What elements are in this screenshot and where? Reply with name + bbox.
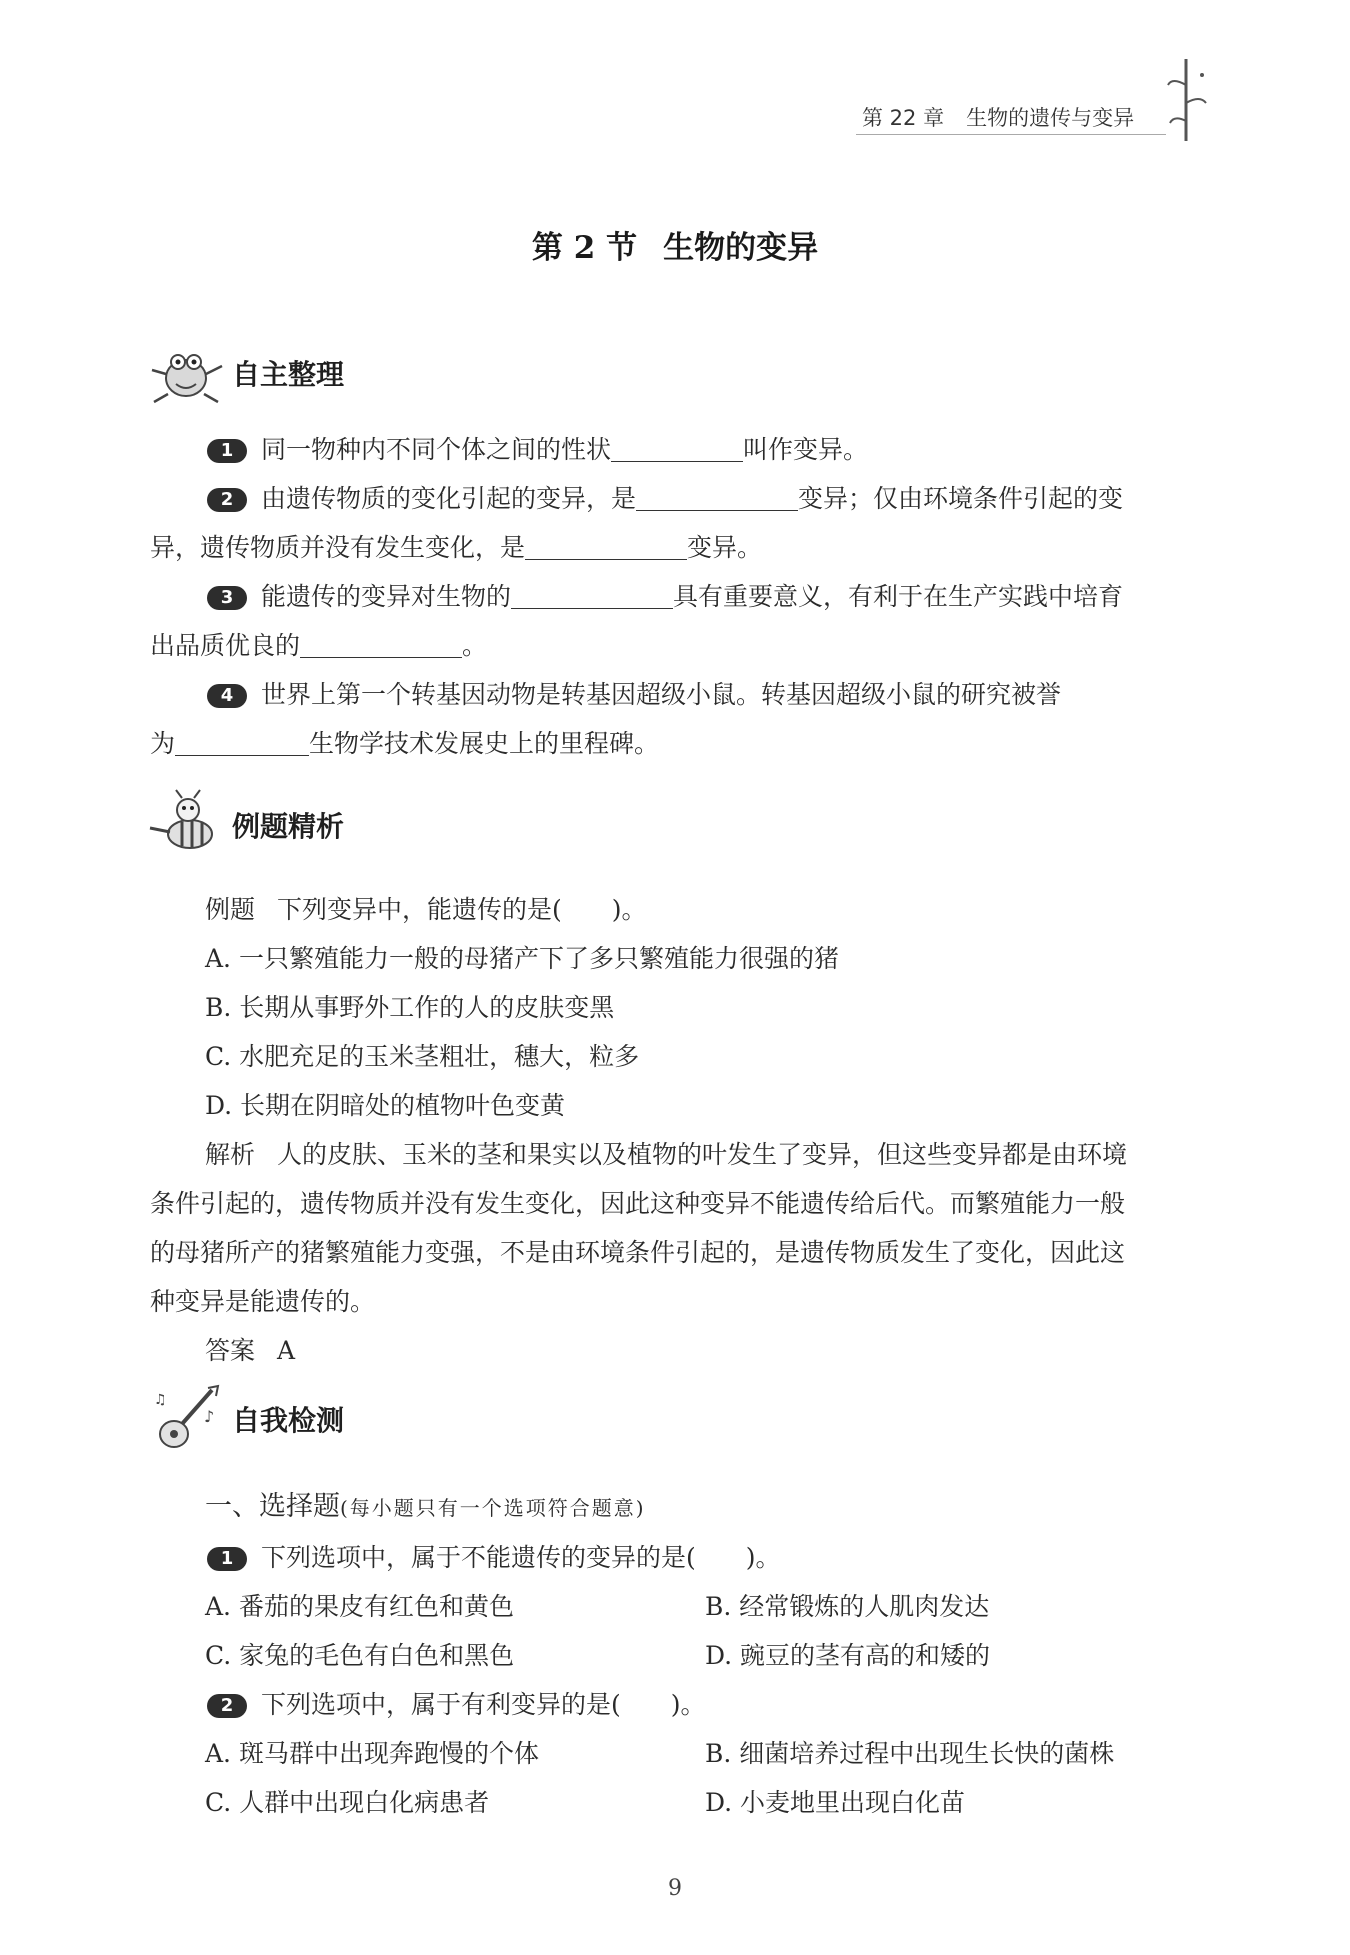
answer-line [205, 1331, 295, 1367]
example-label: 例题 [205, 895, 256, 924]
example-question: 例题 下列变异中，能遗传的是( )。 [205, 895, 647, 924]
self-study-item-3-line-2: 出品质优良的 。 [150, 631, 488, 660]
frog-mascot-icon [146, 336, 228, 410]
analysis-line-4: 种变异是能遗传的。 [150, 1287, 376, 1316]
answer-label: 答案 [205, 1336, 256, 1365]
question-1: 1 下列选项中，属于不能遗传的变异的是( )。 [207, 1538, 781, 1574]
self-study-item-4-line-2: 为 生物学技术发展史上的里程碑。 [150, 729, 660, 758]
item-number-badge: 2 [207, 1694, 247, 1718]
question-2-option-d[interactable]: D. 小麦地里出现白化苗 [705, 1788, 966, 1817]
self-study-item-2-line-2: 异，遗传物质并没有发生变化，是 变异。 [150, 533, 763, 562]
question-1-option-b[interactable]: B. 经常锻炼的人肌肉发达 [705, 1592, 990, 1621]
example-title: 例题精析 [232, 810, 345, 843]
section-name: 生物的变异 [663, 230, 819, 266]
question-2: 2 下列选项中，属于有利变异的是( )。 [207, 1685, 706, 1721]
answer-blank[interactable] [525, 533, 687, 560]
answer-value: A [277, 1336, 296, 1365]
analysis-label: 解析 [205, 1140, 256, 1169]
question-1-option-d[interactable]: D. 豌豆的茎有高的和矮的 [705, 1641, 991, 1670]
item-number-badge: 1 [207, 439, 247, 463]
guitar-mascot-icon [146, 1382, 228, 1456]
section-title [0, 222, 1350, 267]
item-number-badge: 2 [207, 488, 247, 512]
question-1-option-c[interactable]: C. 家兔的毛色有白色和黑色 [205, 1641, 515, 1670]
answer-blank[interactable] [611, 435, 743, 462]
section-number: 第 2 节 [531, 230, 638, 266]
chapter-title: 生物的遗传与变异 [966, 106, 1135, 130]
part-note: (每小题只有一个选项符合题意) [340, 1496, 646, 1520]
answer-blank[interactable] [300, 631, 462, 658]
bee-mascot-icon [146, 788, 228, 862]
question-2-option-a[interactable]: A. 斑马群中出现奔跑慢的个体 [205, 1739, 539, 1768]
chapter-number: 第 22 章 [862, 106, 945, 130]
analysis-line-1: 解析 人的皮肤、玉米的茎和果实以及植物的叶发生了变异，但这些变异都是由环境 [205, 1140, 1128, 1169]
self-study-item-2-line-1: 2 由遗传物质的变化引起的变异，是 变异；仅由环境条件引起的变 [207, 479, 1123, 515]
question-1-option-a[interactable]: A. 番茄的果皮有红色和黄色 [205, 1592, 514, 1621]
part-heading [205, 1484, 646, 1523]
example-heading [146, 788, 344, 862]
part-title: 一、选择题 [205, 1491, 340, 1522]
question-2-option-b[interactable]: B. 细菌培养过程中出现生长快的菌株 [705, 1739, 1115, 1768]
svg-text:♫: ♫ [154, 1392, 167, 1408]
bamboo-decoration-icon [1162, 55, 1212, 145]
item-number-badge: 1 [207, 1547, 247, 1571]
page-number: 9 [668, 1876, 682, 1901]
item-number-badge: 4 [207, 684, 247, 708]
self-check-heading [146, 1382, 344, 1456]
running-header [862, 102, 1134, 132]
example-option-a: A. 一只繁殖能力一般的母猪产下了多只繁殖能力很强的猪 [205, 944, 839, 973]
header-rule [856, 134, 1166, 135]
self-study-item-3-line-1: 3 能遗传的变异对生物的 具有重要意义，有利于在生产实践中培育 [207, 577, 1123, 613]
self-check-title: 自我检测 [232, 1404, 345, 1437]
example-option-c: C. 水肥充足的玉米茎粗壮，穗大，粒多 [205, 1042, 640, 1071]
self-study-heading [146, 336, 344, 410]
example-option-b: B. 长期从事野外工作的人的皮肤变黑 [205, 993, 615, 1022]
self-study-item-1: 1 同一物种内不同个体之间的性状 叫作变异。 [207, 430, 868, 466]
answer-blank[interactable] [636, 484, 798, 511]
analysis-line-3: 的母猪所产的猪繁殖能力变强，不是由环境条件引起的，是遗传物质发生了变化，因此这 [150, 1238, 1126, 1267]
answer-blank[interactable] [511, 582, 673, 609]
svg-text:♪: ♪ [204, 1407, 215, 1426]
answer-blank[interactable] [175, 729, 309, 756]
question-2-option-c[interactable]: C. 人群中出现白化病患者 [205, 1788, 490, 1817]
example-option-d: D. 长期在阴暗处的植物叶色变黄 [205, 1091, 566, 1120]
self-study-item-4-line-1: 4 世界上第一个转基因动物是转基因超级小鼠。转基因超级小鼠的研究被誉 [207, 675, 1061, 711]
analysis-line-2: 条件引起的，遗传物质并没有发生变化，因此这种变异不能遗传给后代。而繁殖能力一般 [150, 1189, 1126, 1218]
self-study-title: 自主整理 [232, 358, 345, 391]
item-number-badge: 3 [207, 586, 247, 610]
